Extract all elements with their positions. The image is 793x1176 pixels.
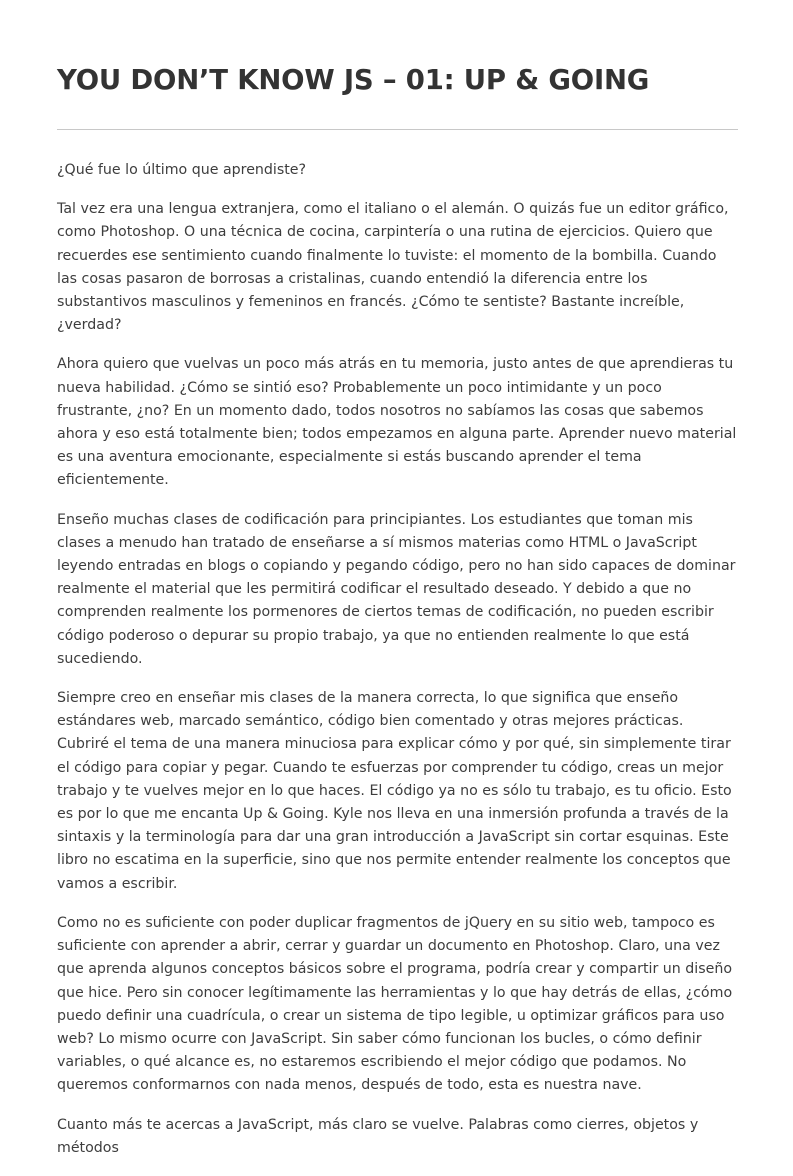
title-divider <box>57 129 738 130</box>
paragraph-7: Cuanto más te acercas a JavaScript, más claro se vuelve. Palabras como cierres, objetos y métodos <box>57 1116 699 1156</box>
page-title: YOU DON’T KNOW JS – 01: UP & GOING <box>57 64 650 96</box>
paragraph-3: Ahora quiero que vuelvas un poco más atrás en tu memoria, justo antes de que aprendieras tu nueva habilidad. ¿Cómo se sintió eso? Probablemente un poco intimidante y un poco frustrante, ¿no? En un momento dado, todos nosotros no sabíamos las cosas que sabemos ahora y eso está totalmente bien; todos empezamos en alguna parte. Aprender nuevo material es una aventura emocionante, especialmente si estás buscando aprender el tema eficientemente. <box>57 356 737 489</box>
paragraph-4: Enseño muchas clases de codificación para principiantes. Los estudiantes que toman mis clases a menudo han tratado de enseñarse a sí mismos materias como HTML o JavaScript leyendo entradas en blogs o copiando y pegando código, pero no han sido capaces de dominar realmente el material que les permitirá codificar el resultado deseado. Y debido a que no comprenden realmente los pormenores de ciertos temas de codificación, no pueden escribir código poderoso o depurar su propio trabajo, ya que no entienden realmente lo que está sucediendo. <box>57 511 736 667</box>
paragraph-2: Tal vez era una lengua extranjera, como el italiano o el alemán. O quizás fue un editor gráfico, como Photoshop. O una técnica de cocina, carpintería o una rutina de ejercicios. Quiero que recuerdes ese sentimiento cuando finalmente lo tuviste: el momento de la bombilla. Cuando las cosas pasaron de borrosas a cristalinas, cuando entendió la diferencia entre los substantivos masculinos y femeninos en francés. ¿Cómo te sentiste? Bastante increíble, ¿verdad? <box>57 201 729 334</box>
paragraph-5: Siempre creo en enseñar mis clases de la manera correcta, lo que significa que enseño estándares web, marcado semántico, código bien comentado y otras mejores prácticas. Cubriré el tema de una manera minuciosa para explicar cómo y por qué, sin simplemente tirar el código para copiar y pegar. Cuando te esfuerzas por comprender tu código, creas un mejor trabajo y te vuelves mejor en lo que haces. El código ya no es sólo tu trabajo, es tu oficio. Esto es por lo que me encanta Up & Going. Kyle nos lleva en una inmersión profunda a través de la sintaxis y la terminología para dar una gran introducción a JavaScript sin cortar esquinas. Este libro no escatima en la superficie, sino que nos permite entender realmente los conceptos que vamos a escribir. <box>57 690 732 892</box>
document-body <box>57 159 738 1160</box>
paragraph-6: Como no es suficiente con poder duplicar fragmentos de jQuery en su sitio web, tampoco es suficiente con aprender a abrir, cerrar y guardar un documento en Photoshop. Claro, una vez que aprenda algunos conceptos básicos sobre el programa, podría crear y compartir un diseño que hice. Pero sin conocer legítimamente las herramientas y lo que hay detrás de ellas, ¿cómo puedo definir una cuadrícula, o crear un sistema de tipo legible, u optimizar gráficos para uso web? Lo mismo ocurre con JavaScript. Sin saber cómo funcionan los bucles, o cómo definir variables, o qué alcance es, no estaremos escribiendo el mejor código que podamos. No queremos conformarnos con nada menos, después de todo, esta es nuestra nave. <box>57 914 733 1094</box>
document-page <box>57 0 738 1176</box>
paragraph-1: ¿Qué fue lo último que aprendiste? <box>57 162 307 178</box>
